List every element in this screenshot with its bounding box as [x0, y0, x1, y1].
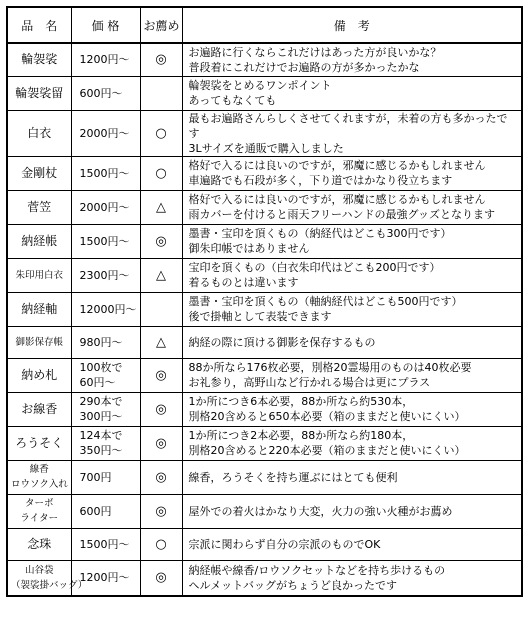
- item-recommendation: ○: [140, 110, 182, 156]
- item-recommendation: ○: [140, 156, 182, 190]
- header-price: 価 格: [71, 7, 140, 43]
- item-price: 1500円～: [71, 224, 140, 258]
- item-name: ターボ ライター: [7, 494, 71, 528]
- item-note: 宗派に関わらず自分の宗派のものでOK: [182, 528, 522, 560]
- item-price: 1500円～: [71, 528, 140, 560]
- item-price: 1200円～: [71, 560, 140, 596]
- item-note: 88か所なら176枚必要，別格20霊場用のものは40枚必要 お礼参り，高野山など行かれる場合は更にプラス: [182, 358, 522, 392]
- table-row: [7, 190, 522, 224]
- table-row: [7, 494, 522, 528]
- item-note: 屋外での着火はかなり大変，火力の強い火種がお薦め: [182, 494, 522, 528]
- item-price: 2000円～: [71, 190, 140, 224]
- item-name: 線香 ロウソク入れ: [7, 460, 71, 494]
- item-recommendation: ◎: [140, 460, 182, 494]
- item-price: 600円～: [71, 76, 140, 110]
- item-note: 格好で入るには良いのですが，邪魔に感じるかもしれません 車遍路でも石段が多く，下り道ではかなり役立ちます: [182, 156, 522, 190]
- item-recommendation: ◎: [140, 426, 182, 460]
- item-recommendation: △: [140, 326, 182, 358]
- table-body: [7, 43, 522, 596]
- item-name: 輪袈裟: [7, 43, 71, 76]
- item-note: 格好で入るには良いのですが，邪魔に感じるかもしれません 雨カバーを付けると雨天フリーハンドの最強グッズとなります: [182, 190, 522, 224]
- item-recommendation: [140, 76, 182, 110]
- item-recommendation: ◎: [140, 358, 182, 392]
- item-recommendation: ◎: [140, 494, 182, 528]
- table-row: [7, 76, 522, 110]
- table-row: [7, 560, 522, 596]
- item-note: 墨書・宝印を頂くもの（軸納経代はどこも500円です） 後で掛軸として表装できます: [182, 292, 522, 326]
- table-row: [7, 528, 522, 560]
- table-row: [7, 358, 522, 392]
- item-price: 124本で 350円～: [71, 426, 140, 460]
- item-name: 金剛杖: [7, 156, 71, 190]
- item-note: 輪袈裟をとめるワンポイント あってもなくても: [182, 76, 522, 110]
- item-recommendation: △: [140, 258, 182, 292]
- item-note: 1か所につき6本必要，88か所なら約530本， 別格20含めると650本必要（箱のままだと使いにくい）: [182, 392, 522, 426]
- header-name: 品 名: [7, 7, 71, 43]
- item-price: 1200円～: [71, 43, 140, 76]
- item-name: 朱印用白衣: [7, 258, 71, 292]
- item-name: 御影保存帳: [7, 326, 71, 358]
- table-row: [7, 110, 522, 156]
- item-note: 納経の際に頂ける御影を保存するもの: [182, 326, 522, 358]
- table-row: [7, 392, 522, 426]
- item-price: 100枚で 60円～: [71, 358, 140, 392]
- item-recommendation: [140, 292, 182, 326]
- item-name: 納め札: [7, 358, 71, 392]
- item-name: 念珠: [7, 528, 71, 560]
- item-name: ろうそく: [7, 426, 71, 460]
- table-row: [7, 292, 522, 326]
- item-price: 2300円～: [71, 258, 140, 292]
- item-name: 納経軸: [7, 292, 71, 326]
- header-notes: 備 考: [182, 7, 522, 43]
- item-recommendation: ◎: [140, 43, 182, 76]
- item-note: 宝印を頂くもの（白衣朱印代はどこも200円です） 着るものとは違います: [182, 258, 522, 292]
- item-name: 菅笠: [7, 190, 71, 224]
- item-recommendation: ◎: [140, 224, 182, 258]
- table-row: [7, 326, 522, 358]
- item-price: 290本で 300円～: [71, 392, 140, 426]
- item-price: 980円～: [71, 326, 140, 358]
- item-price: 600円: [71, 494, 140, 528]
- item-recommendation: ○: [140, 528, 182, 560]
- item-note: 線香，ろうそくを持ち運ぶにはとても便利: [182, 460, 522, 494]
- table-row: [7, 156, 522, 190]
- item-name: 山谷袋 （袈裟掛バッグ）: [7, 560, 71, 596]
- pilgrimage-goods-table: [6, 6, 523, 597]
- item-recommendation: ◎: [140, 392, 182, 426]
- item-recommendation: ◎: [140, 560, 182, 596]
- item-price: 700円: [71, 460, 140, 494]
- item-price: 12000円～: [71, 292, 140, 326]
- table-row: [7, 258, 522, 292]
- table-header-row: [7, 7, 522, 43]
- header-recommend: お薦め: [140, 7, 182, 43]
- item-note: お遍路に行くならこれだけはあった方が良いかな？ 普段着にこれだけでお遍路の方が多かったかな: [182, 43, 522, 76]
- table-row: [7, 224, 522, 258]
- table-row: [7, 426, 522, 460]
- item-note: 1か所につき2本必要，88か所なら約180本， 別格20含めると220本必要（箱のままだと使いにくい）: [182, 426, 522, 460]
- table-row: [7, 460, 522, 494]
- item-note: 納経帳や線香/ロウソクセットなどを持ち歩けるもの ヘルメットバッグがちょうど良かったです: [182, 560, 522, 596]
- item-name: 輪袈裟留: [7, 76, 71, 110]
- item-name: 納経帳: [7, 224, 71, 258]
- item-note: 墨書・宝印を頂くもの（納経代はどこも300円です） 御朱印帳ではありません: [182, 224, 522, 258]
- item-recommendation: △: [140, 190, 182, 224]
- table-row: [7, 43, 522, 76]
- item-price: 1500円～: [71, 156, 140, 190]
- item-name: 白衣: [7, 110, 71, 156]
- item-note: 最もお遍路さんらしくさせてくれますが，未着の方も多かったです 3Lサイズを通販で購入しました: [182, 110, 522, 156]
- item-price: 2000円～: [71, 110, 140, 156]
- item-name: お線香: [7, 392, 71, 426]
